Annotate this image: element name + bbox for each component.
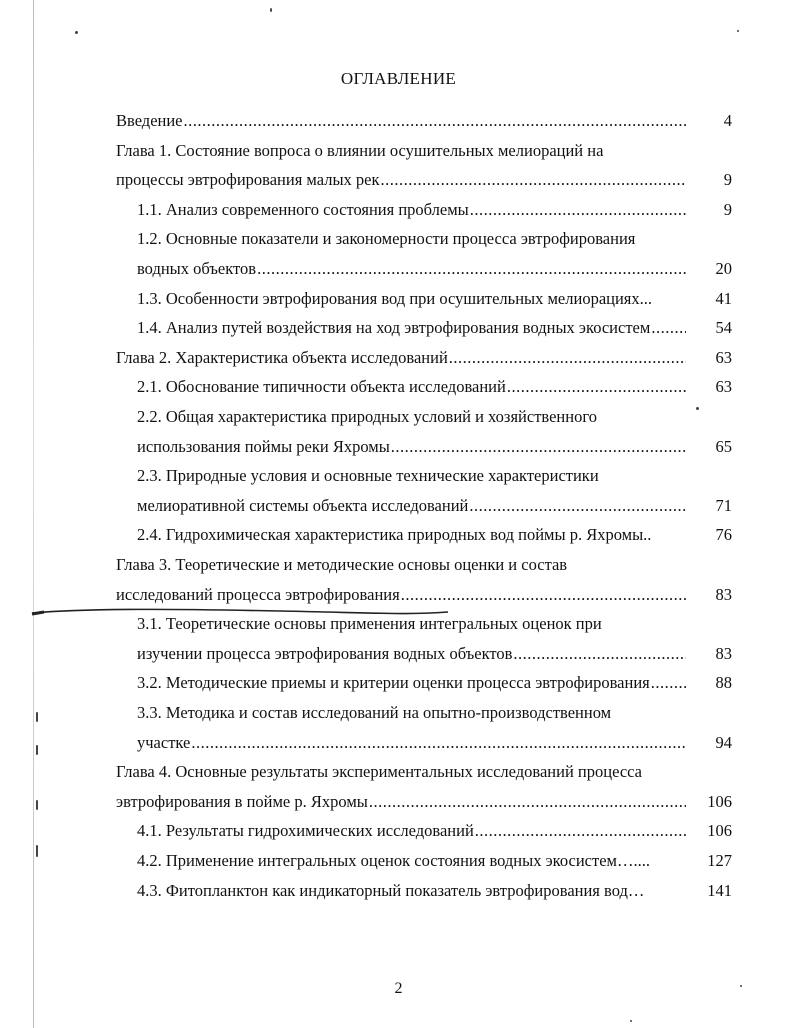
toc-entry-text: 2.4. Гидрохимическая характеристика природных вод поймы р. Яхромы.. (137, 525, 652, 545)
toc-page-number: 63 (715, 377, 732, 397)
toc-entry-text: водных объектов (137, 259, 257, 278)
toc-chapter-line (116, 792, 688, 812)
toc-chapter-line (116, 555, 567, 575)
toc-section-line (137, 229, 635, 249)
toc-section-line (137, 259, 688, 279)
leader-dots (507, 377, 686, 397)
scan-speck (630, 1020, 632, 1022)
toc-entry-text: 2.1. Обоснование типичности объекта исследований (137, 377, 506, 397)
toc-entry-text: Глава 3. Теоретические и методические основы оценки и состав (116, 555, 568, 574)
leader-dots (369, 792, 686, 812)
toc-page-number: 63 (715, 347, 732, 367)
toc-entry-text: процессы эвтрофирования малых рек (116, 170, 380, 190)
toc-chapter-line (116, 585, 688, 605)
toc-section-line (137, 881, 644, 901)
leader-dots (391, 437, 686, 457)
toc-page-number: 106 (707, 791, 732, 811)
toc-section-line (137, 525, 651, 545)
toc-entry-text: 1.1. Анализ современного состояния проблемы (137, 199, 469, 219)
scan-speck (270, 8, 272, 12)
toc-entry-text: 4.3. Фитопланктон как индикаторный показатель эвтрофирования вод… (137, 880, 645, 900)
scan-speck (75, 31, 78, 34)
toc-section-line (137, 437, 688, 457)
toc-section-line (137, 200, 688, 220)
leader-dots (401, 585, 686, 605)
toc-entry-text: использования поймы реки Яхромы (137, 436, 390, 456)
toc-page-number: 76 (715, 525, 732, 545)
toc-entry-text: мелиоративной системы объекта исследований (137, 495, 469, 515)
scan-edge-line (33, 0, 34, 1028)
leader-dots (381, 170, 686, 190)
leader-dots (184, 111, 686, 131)
toc-page-number: 41 (715, 288, 732, 308)
toc-section-line (137, 496, 688, 516)
toc-entry-text: участке (137, 732, 191, 752)
toc-section-line (137, 289, 652, 309)
scan-speck (36, 845, 38, 857)
toc-page-number: 65 (715, 436, 732, 456)
toc-entry-text: Глава 1. Состояние вопроса о влиянии осушительных мелиораций на (116, 140, 604, 160)
toc-page-number: 71 (715, 495, 732, 515)
toc-entry-text: 2.2. Общая характеристика природных условий и хозяйственного (137, 407, 597, 426)
toc-entry-text: эвтрофирования в пойме р. Яхромы (116, 791, 368, 811)
leader-dots (651, 673, 686, 693)
toc-page-number: 9 (723, 170, 732, 190)
toc-entry-text: изучении процесса эвтрофирования водных объектов (137, 643, 513, 663)
toc-page-number: 94 (715, 732, 732, 752)
toc-chapter-line (116, 141, 603, 161)
toc-chapter-line (116, 111, 688, 131)
toc-section-line (137, 673, 688, 693)
toc-entry-text: 1.2. Основные показатели и закономерности процесса эвтрофирования (137, 229, 636, 249)
toc-page-number: 141 (707, 880, 732, 900)
scan-speck (36, 712, 38, 722)
toc-section-line (137, 703, 611, 723)
leader-dots (191, 733, 686, 753)
leader-dots (449, 348, 686, 368)
leader-dots (651, 318, 686, 338)
toc-page-number: 83 (715, 584, 732, 604)
toc-chapter-line (116, 762, 642, 782)
toc-page-number: 106 (707, 821, 732, 841)
toc-entry-text: Глава 4. Основные результаты экспериментальных исследований процесса (116, 762, 642, 782)
toc-section-line (137, 644, 688, 664)
toc-entry-text: 3.3. Методика и состав исследований на опытно-производственном (137, 703, 612, 722)
toc-page-number: 88 (715, 673, 732, 693)
toc-chapter-line (116, 170, 688, 190)
toc-page-number: 20 (715, 259, 732, 278)
leader-dots (257, 259, 686, 279)
toc-entry-text: 2.3. Природные условия и основные технические характеристики (137, 466, 599, 486)
scan-speck (737, 30, 739, 32)
toc-section-line (137, 377, 688, 397)
toc-section-line (137, 318, 688, 338)
scan-speck (36, 745, 38, 755)
toc-entry-text: исследований процесса эвтрофирования (116, 584, 400, 604)
toc-entry-text: Введение (116, 111, 183, 130)
toc-section-line (137, 466, 599, 486)
toc-section-line (137, 851, 650, 871)
toc-page-number: 4 (723, 111, 732, 130)
scan-speck (696, 407, 699, 410)
leader-dots (470, 200, 686, 220)
toc-entry-text: 1.3. Особенности эвтрофирования вод при осушительных мелиорациях... (137, 288, 653, 308)
toc-section-line (137, 821, 688, 841)
toc-entry-text: 3.2. Методические приемы и критерии оценки процесса эвтрофирования (137, 673, 650, 693)
toc-page-number: 127 (707, 851, 732, 870)
scan-speck (36, 800, 38, 810)
toc-entry-text: 4.2. Применение интегральных оценок состояния водных экосистем….... (137, 851, 650, 870)
leader-dots (513, 644, 686, 664)
toc-chapter-line (116, 348, 688, 368)
toc-section-line (137, 407, 597, 427)
toc-entry-text: Глава 2. Характеристика объекта исследований (116, 347, 448, 367)
toc-page-number: 54 (715, 318, 732, 338)
toc-page-number: 9 (723, 199, 732, 219)
page-number: 2 (394, 980, 403, 997)
toc-page-number: 83 (715, 643, 732, 663)
pen-stroke-mark (30, 606, 450, 620)
toc-entry-text: 1.4. Анализ путей воздействия на ход эвтрофирования водных экосистем (137, 318, 651, 338)
toc-entry-text: 4.1. Результаты гидрохимических исследований (137, 821, 474, 841)
leader-dots (469, 496, 686, 516)
leader-dots (475, 821, 686, 841)
toc-entry-text: 3.1. Теоретические основы применения интегральных оценок при (137, 614, 602, 634)
page-title: ОГЛАВЛЕНИЕ (340, 69, 457, 88)
toc-section-line (137, 733, 688, 753)
